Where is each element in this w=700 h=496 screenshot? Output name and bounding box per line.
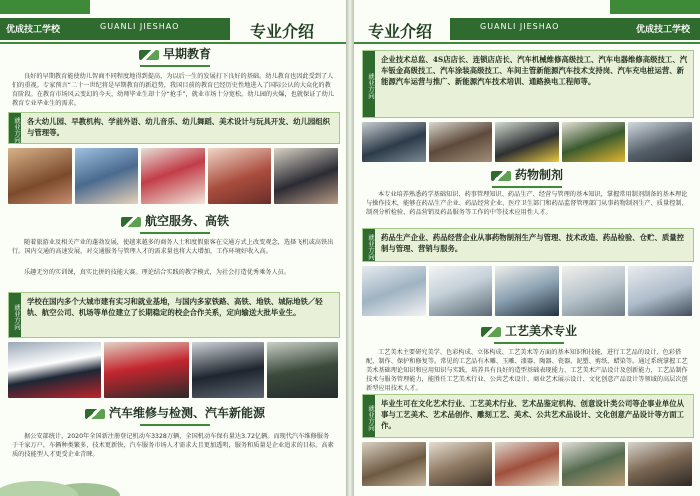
- section-title-early-edu: 早期教育: [100, 45, 250, 65]
- art-photos: [362, 442, 692, 486]
- art-jobs: 毕业生可在文化艺术行业、工艺美术行业、艺术品鉴定机构、创意设计类公司等企事业单位从事与工艺美术、艺术品创作、雕刻工艺、美术、公共艺术品设计、文化创意产品设计等方面工作。: [381, 399, 685, 430]
- spine: [346, 0, 354, 496]
- photo-lab-coats: [429, 266, 493, 316]
- photo-rail-staff: [192, 342, 263, 398]
- pharma-jobs: 药品生产企业、药品经营企业从事药物制剂生产与管理、技术改造、药品检验、仓贮、质量控制与管理、营销与服务。: [381, 233, 685, 253]
- photo-repair: [562, 122, 626, 162]
- pharma-photos: [362, 266, 692, 316]
- corner-decoration: [0, 0, 90, 14]
- auto-description: 据公安部统计，2020年全国新注册登记机动车3328万辆，全国机动车保有量达3.72亿辆。而现代汽车维修服务于千家万户，车辆种类繁多，技术更新快，汽车服务市场人才需求大且更加透明，服务和质量是企业追求的目标。高素质的技能型人才更受企业青睐。: [12, 433, 334, 458]
- photo-engine: [429, 122, 493, 162]
- left-page: [0, 0, 346, 496]
- photo-classroom: [8, 148, 72, 204]
- early-edu-description: 良好的早期教育能使幼儿智商不同程度地得到提高，为以后一生的发展打下良好的基础。幼儿教育也因此受到了人们的重视。专家预言“二十一世纪将是早期教育的新趋势，我国目前的教育已经历史性地进入了国际公认的大众化的教育阶段。在教育市场风云变幻的今天，幼师毕业生却十分“抢手”，就业市场十分宽松。幼儿园的火爆，也就保证了幼儿教育专业毕业生的需求。: [12, 73, 334, 107]
- leaf-icon: [481, 327, 501, 337]
- leaf-icon: [121, 217, 141, 227]
- photo-dance: [141, 148, 205, 204]
- auto-jobs: 企业技术总监、4S店店长、连锁店店长、汽车机械维修高级技工、汽车电器维修高级技工、汽车钣金高级技工、汽车涂装高级技工、车间主管新能源汽车技术支持岗、汽车充电桩运营、新能源汽车运营与推广、新能源汽车技术培训、通路换电工程师等。: [381, 55, 688, 86]
- section-title-aviation: 航空服务、高铁: [90, 212, 260, 232]
- early-edu-jobs: 各大幼儿园、早教机构、学前外语、幼儿音乐、幼儿舞蹈、美术设计与玩具开发、幼儿园组织与管理等。: [27, 117, 331, 137]
- photo-pottery: [429, 442, 493, 486]
- photo-lab: [362, 266, 426, 316]
- corner-decoration: [610, 0, 700, 14]
- early-edu-photos: [8, 148, 338, 204]
- school-name: 优成技工学校: [6, 25, 61, 35]
- photo-carving: [362, 442, 426, 486]
- photo-music: [274, 148, 338, 204]
- photo-flight-attendants: [104, 342, 190, 398]
- photo-art-class: [208, 148, 272, 204]
- header-bar: [0, 18, 230, 40]
- section-title-pharma: 药物制剂: [452, 166, 602, 186]
- section-title-auto: 汽车维修与检测、汽车新能源: [70, 404, 280, 424]
- photo-workshop: [362, 122, 426, 162]
- job-direction-tag: 就业方向: [363, 395, 375, 437]
- pharma-jobs-box: [362, 228, 694, 262]
- aviation-photos: [8, 342, 338, 398]
- photo-pharmacy: [562, 266, 626, 316]
- photo-experiment: [495, 266, 559, 316]
- page-title: 专业介绍: [368, 22, 433, 41]
- leaf-icon: [491, 171, 511, 181]
- header-rule: [0, 42, 346, 44]
- photo-garage: [628, 122, 692, 162]
- photo-airplane-crew: [8, 342, 101, 398]
- photo-students-lab: [628, 266, 692, 316]
- photo-training: [267, 342, 338, 398]
- school-name: 优成技工学校: [635, 25, 690, 35]
- leaf-icon: [139, 50, 159, 60]
- photo-kids-play: [75, 148, 139, 204]
- job-direction-tag: 就业方向: [9, 293, 21, 337]
- aviation-jobs-box: [8, 292, 340, 338]
- aviation-description-2: 乐趣无穷的实训课，真实比拼的技能大赛。理论结合实践的教学模式，为社会打造优秀乘务人员。: [24, 269, 291, 276]
- leaf-icon: [85, 409, 105, 419]
- photo-craft: [495, 442, 559, 486]
- header-bar: [450, 18, 700, 40]
- pharma-description: 本专业培养熟悉药学基础知识、药事管理知识、药品生产、经营与管理的基本知识，掌握常用制剂制备的基本理论与操作技术，能够在药品生产企业、药品经营企业、医疗卫生部门和药品监督管理部门从事药物制剂生产、质量控制、制剂分析检验、药品营销及药品服务等工作的中等技术应用性人才。: [366, 191, 688, 216]
- photo-artwork: [628, 442, 692, 486]
- job-direction-tag: 就业方向: [9, 113, 21, 143]
- photo-painting: [562, 442, 626, 486]
- art-description: 工艺美术主要研究美学、色彩构成、立体构成、工艺美术等方面的基本知识和技能，进行工艺品的设计、色彩搭配、制作、保护和修复等。常见的工艺品有木雕、玉雕、漆器、陶器、瓷器、泥塑、剪纸、蜡染等。通过系统掌握工艺美术基础理论知识和应用知识与实践，培养具有良好的造型基础表现能力、工艺美术产品设计及创新能力，工艺品制作技术与服务管理能力，能胜任工艺美术行业、公共艺术设计、商业艺术展示设计、文化创意产品设计等领域的高层次创新型应用技术人才。: [366, 349, 688, 392]
- right-page: [354, 0, 700, 496]
- art-jobs-box: [362, 394, 694, 438]
- header-pinyin: GUANLI JIESHAO: [100, 22, 180, 31]
- job-direction-tag: 就业方向: [363, 51, 375, 117]
- page-title: 专业介绍: [250, 22, 315, 41]
- early-edu-jobs-box: [8, 112, 340, 144]
- aviation-jobs: 学校在国内多个大城市建有实习和就业基地，与国内多家铁路、高铁、地铁、城际地铁／轻轨、航空公司、机场等单位建立了长期稳定的校企合作关系，定向输送大批毕业生。: [27, 297, 323, 317]
- grass-decoration: [0, 466, 120, 496]
- photo-students: [495, 122, 559, 162]
- aviation-description: 随着旅游业及相关产业的蓬勃发展，使越来越多的商务人士和度假旅客在交通方式上改变观念，选择飞机或高铁出行。国内交通的高速发展，对交通服务与管理人才的需求量也将大大增加，工作环境好收入高。: [12, 239, 334, 255]
- section-title-art: 工艺美术专业: [444, 322, 614, 342]
- header-pinyin: GUANLI JIESHAO: [480, 22, 560, 31]
- job-direction-tag: 就业方向: [363, 229, 375, 261]
- auto-photos: [362, 122, 692, 162]
- header-rule: [354, 42, 700, 44]
- auto-jobs-box: [362, 50, 694, 118]
